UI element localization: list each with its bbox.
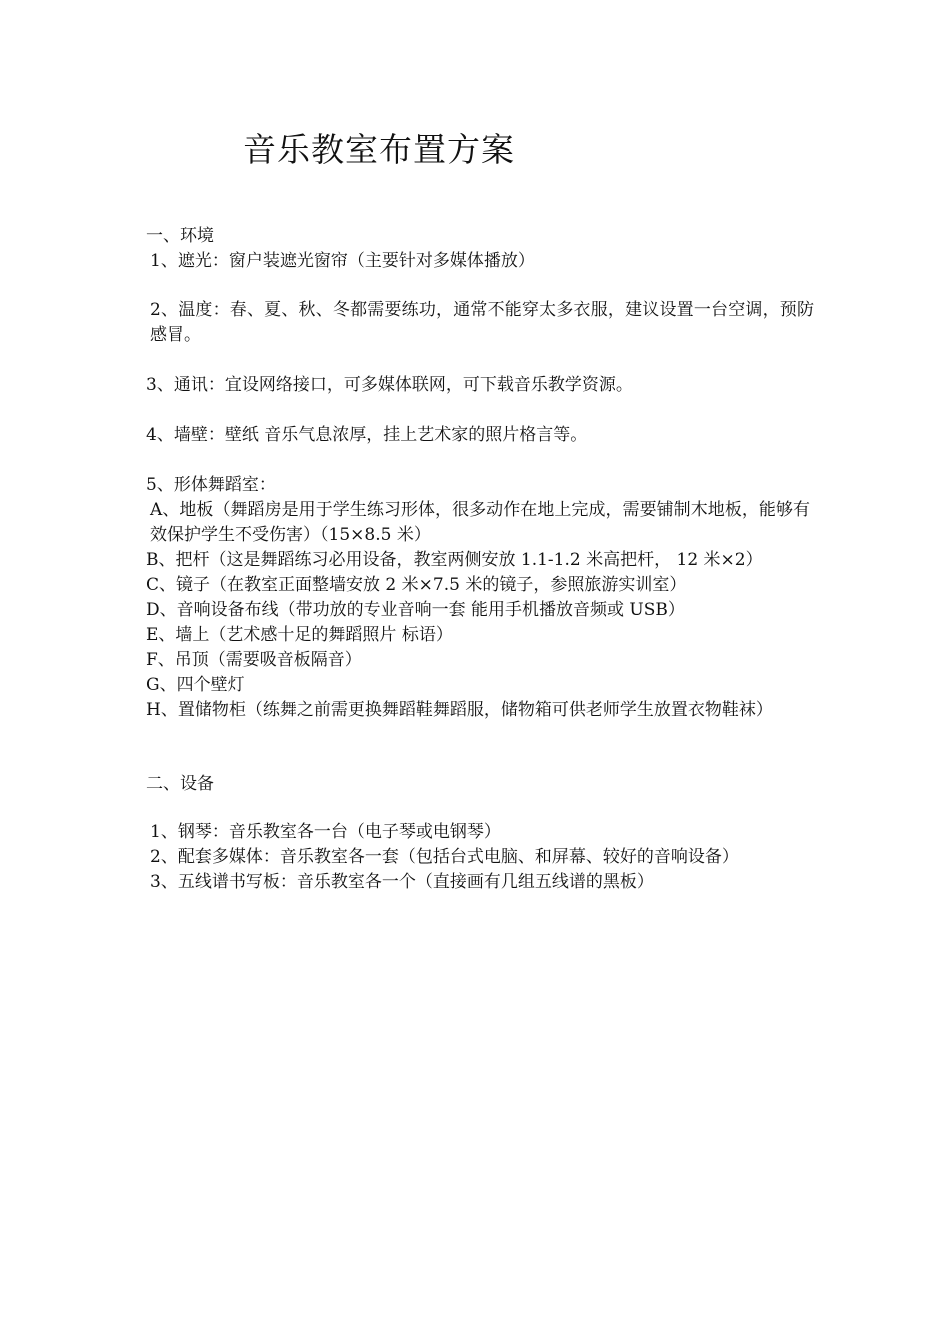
dance-room-block [146,473,810,723]
list-item-shading: 1、遮光：窗户装遮光窗帘（主要针对多媒体播放） [150,251,535,271]
dance-item-lockers: H、置储物柜（练舞之前需更换舞蹈鞋舞蹈服，储物箱可供老师学生放置衣物鞋袜） [146,700,773,720]
equipment-list [146,820,814,895]
list-item-temperature: 2、温度：春、夏、秋、冬都需要练功，通常不能穿太多衣服，建议设置一台空调，预防感冒。 [150,300,814,345]
list-item-communication-block [146,373,810,398]
dance-item-ceiling: F、吊顶（需要吸音板隔音） [146,650,362,670]
equipment-item-piano: 1、钢琴：音乐教室各一台（电子琴或电钢琴） [150,822,501,842]
dance-item-audio: D、音响设备布线（带功放的专业音响一套 能用手机播放音频或 USB） [146,600,685,620]
section-equipment [146,772,810,797]
dance-item-barre: B、把杆（这是舞蹈练习必用设备，教室两侧安放 1.1-1.2 米高把杆， 12 米×2） [146,550,763,570]
list-item-temperature-block [146,298,814,348]
list-item-communication: 3、通讯：宜设网络接口，可多媒体联网，可下载音乐教学资源。 [146,375,633,395]
list-item-dance-room: 5、形体舞蹈室： [146,475,276,495]
dance-item-mirror: C、镜子（在教室正面整墙安放 2 米×7.5 米的镜子，参照旅游实训室） [146,575,687,595]
page-title: 音乐教室布置方案 [243,130,515,169]
list-item-wall: 4、墙壁：壁纸 音乐气息浓厚，挂上艺术家的照片格言等。 [146,425,588,445]
section-heading-environment: 一、环境 [146,226,214,246]
equipment-item-multimedia: 2、配套多媒体：音乐教室各一套（包括台式电脑、和屏幕、较好的音响设备） [150,847,739,867]
dance-item-lights: G、四个壁灯 [146,675,245,695]
section-environment [146,224,810,274]
dance-item-floor: A、地板（舞蹈房是用于学生练习形体，很多动作在地上完成，需要铺制木地板，能够有效保护学生不受伤害）（15×8.5 米） [150,500,810,545]
section-heading-equipment: 二、设备 [146,774,214,794]
dance-item-wall: E、墙上（艺术感十足的舞蹈照片 标语） [146,625,453,645]
list-item-wall-block [146,423,810,448]
equipment-item-staff-board: 3、五线谱书写板：音乐教室各一个（直接画有几组五线谱的黑板） [150,872,654,892]
